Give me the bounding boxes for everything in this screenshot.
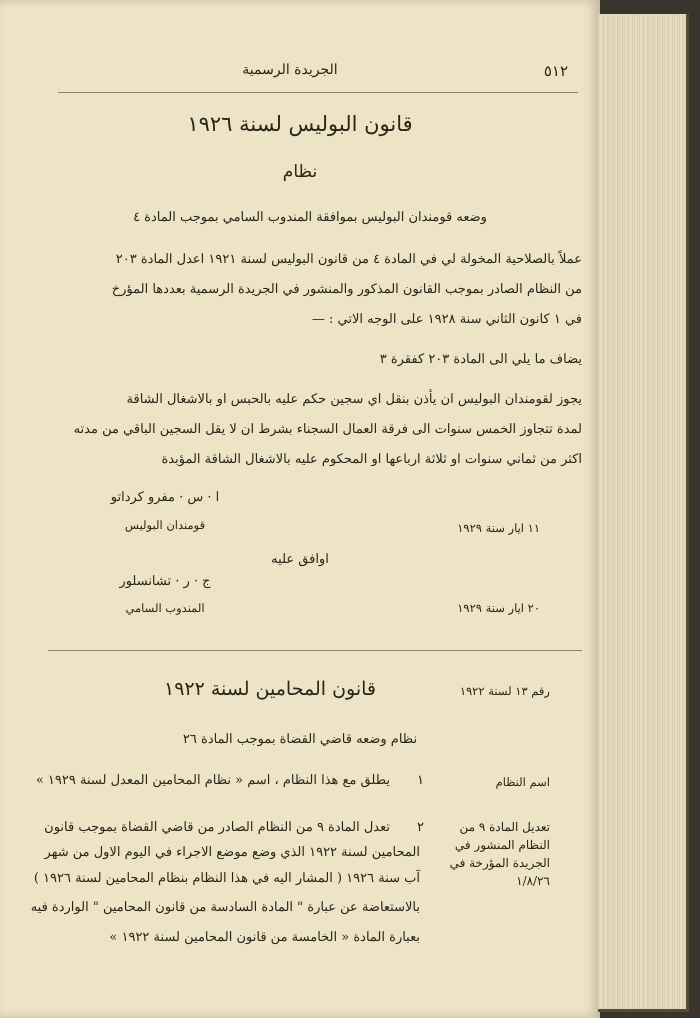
article2-line4: بالاستعاضة عن عبارة " المادة السادسة من قانون المحامين " الواردة فيه <box>30 900 420 915</box>
signature1-name: ا · س · مفرو كرداتو <box>110 490 220 505</box>
section1-authority: وضعه قومندان البوليس بموافقة المندوب السامي بموجب المادة ٤ <box>133 210 487 225</box>
page-edges <box>598 14 689 1012</box>
signature2-date: ٢٠ ايار سنة ١٩٢٩ <box>457 601 540 615</box>
article1-number: ١ <box>417 773 424 788</box>
signature1-title: قومندان البوليس <box>124 518 206 532</box>
signature1-date: ١١ ايار سنة ١٩٢٩ <box>457 521 540 535</box>
section2-subtitle: نظام وضعه قاضي القضاة بموجب المادة ٢٦ <box>182 732 418 747</box>
article2-line5: بعبارة المادة « الخامسة من قانون المحامين لسنة ١٩٢٢ » <box>109 930 420 945</box>
signature2-title: المندوب السامي <box>125 601 205 615</box>
article2-margin-note: تعديل المادة ٩ من النظام المنشور في الجريدة المؤرخة في ١/٨/٢٦ <box>449 820 550 888</box>
article1-text: يطلق مع هذا النظام ، اسم « نظام المحامين المعدل لسنة ١٩٢٩ » <box>35 773 390 788</box>
section1-para1-line1: عملاً بالصلاحية المخولة لي في المادة ٤ من قانون البوليس لسنة ١٩٢١ اعدل المادة ٢٠٣ <box>115 252 582 267</box>
article2-line1: تعدل المادة ٩ من النظام الصادر من قاضي القضاة بموجب قانون <box>44 820 390 835</box>
section1-title: قانون البوليس لسنة ١٩٢٦ <box>187 112 413 136</box>
section1-para3-line2: لمدة تتجاوز الخمس سنوات الى فرقة العمال السجناء بشرط ان لا يقل السجين الباقي من مدته <box>73 422 582 437</box>
section1-subtitle: نظام <box>282 162 318 182</box>
section1-para3-line3: اكثر من ثماني سنوات او ثلاثة ارباعها او المحكوم عليه بالاشغال الشاقة المؤبدة <box>161 452 582 467</box>
header-rule <box>58 92 578 93</box>
section1-para2: يضاف ما يلي الى المادة ٢٠٣ كفقرة ٣ <box>379 352 582 367</box>
signature2-name: ج · ر · تشانسلور <box>119 574 211 589</box>
page-number: ٥١٢ <box>543 62 568 80</box>
section2-number: رقم ١٣ لسنة ١٩٢٢ <box>459 684 550 698</box>
section2-title: قانون المحامين لسنة ١٩٢٢ <box>163 678 376 700</box>
section-divider <box>48 650 582 651</box>
section1-para1-line3: في ١ كانون الثاني سنة ١٩٢٨ على الوجه الاتي : — <box>311 312 582 327</box>
article2-line3: آب سنة ١٩٢٦ ( المشار اليه في هذا النظام بنظام المحامين لسنة ١٩٢٦ ) <box>33 871 420 886</box>
article2-line2: المحامين لسنة ١٩٢٢ الذي وضع موضع الاجراء في اليوم الاول من شهر <box>44 845 420 860</box>
running-header-title: الجريدة الرسمية <box>242 62 338 78</box>
section1-para1-line2: من النظام الصادر بموجب القانون المذكور والمنشور في الجريدة الرسمية بعددها المؤرخ <box>111 282 582 297</box>
article2-number: ٢ <box>417 820 424 835</box>
section1-para3-line1: يجوز لقومندان البوليس ان يأذن بنقل اي سجين حكم عليه بالحبس او بالاشغال الشاقة <box>126 392 582 407</box>
article1-margin-note: اسم النظام <box>495 775 550 789</box>
approval-text: اوافق عليه <box>271 552 329 567</box>
